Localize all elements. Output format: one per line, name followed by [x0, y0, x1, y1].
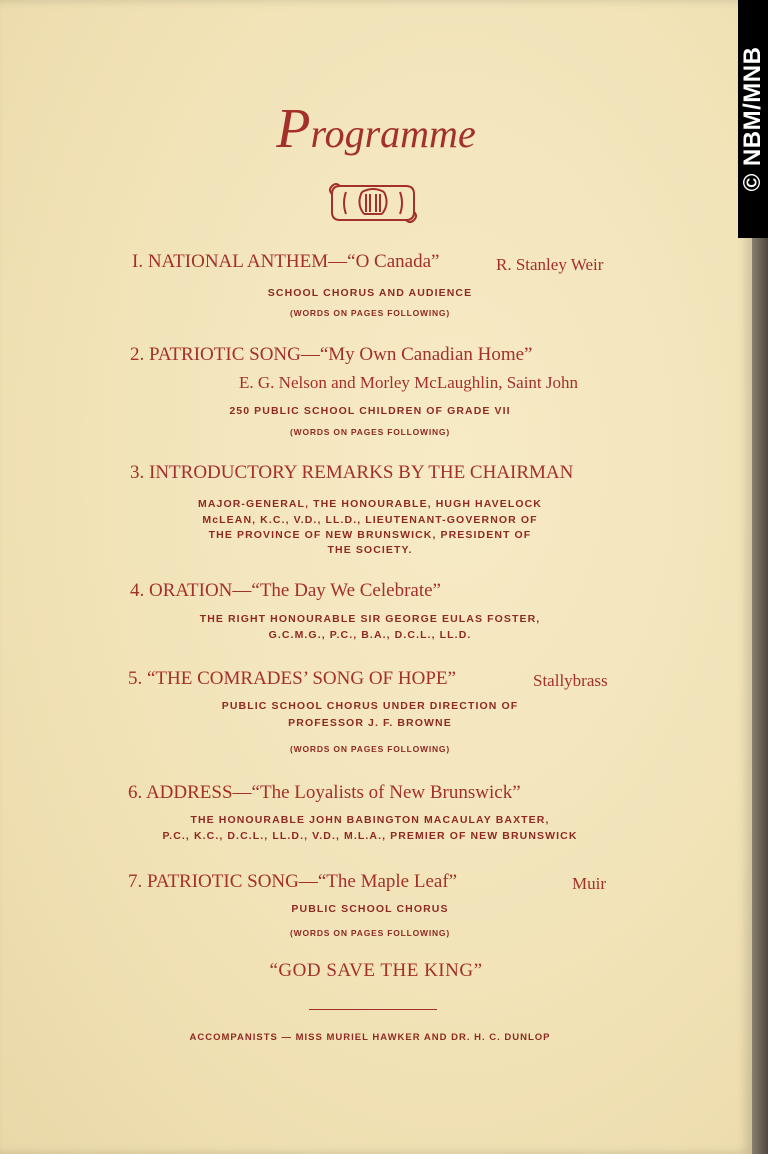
programme-item-7-composer: Muir	[572, 874, 606, 893]
programme-item-7-performer: PUBLIC SCHOOL CHORUS	[291, 903, 449, 915]
watermark-text: © NBM/MNB	[739, 46, 766, 192]
programme-item-3-detail-line-1: MAJOR-GENERAL, THE HONOURABLE, HUGH HAVELOCK	[198, 498, 542, 510]
programme-item-3-detail-line-3: THE PROVINCE OF NEW BRUNSWICK, PRESIDENT OF	[208, 529, 532, 541]
programme-item-3-detail-line-4: THE SOCIETY.	[327, 544, 413, 556]
programme-item-5-composer: Stallybrass	[533, 671, 608, 690]
programme-item-2-note: (WORDS ON PAGES FOLLOWING)	[290, 427, 450, 437]
programme-item-5-heading: 5. “THE COMRADES’ SONG OF HOPE”	[128, 668, 456, 689]
copyright-watermark	[738, 0, 768, 238]
programme-item-3-heading: 3. INTRODUCTORY REMARKS BY THE CHAIRMAN	[130, 462, 574, 483]
closing-anthem: “GOD SAVE THE KING”	[269, 960, 483, 981]
title-rest: rogramme	[310, 111, 476, 156]
title-initial: P	[276, 98, 311, 160]
programme-item-1-heading: I. NATIONAL ANTHEM—“O Canada”	[132, 251, 440, 272]
programme-item-5-note: (WORDS ON PAGES FOLLOWING)	[290, 744, 450, 754]
programme-item-5-detail-line-1: PUBLIC SCHOOL CHORUS UNDER DIRECTION OF	[221, 700, 519, 712]
programme-item-4-detail-line-1: THE RIGHT HONOURABLE SIR GEORGE EULAS FOSTER,	[199, 613, 541, 625]
programme-item-7-note: (WORDS ON PAGES FOLLOWING)	[290, 928, 450, 938]
programme-item-6-heading: 6. ADDRESS—“The Loyalists of New Brunswick”	[128, 782, 521, 803]
divider-rule	[309, 1009, 437, 1010]
page-title	[0, 97, 752, 161]
programme-item-3-detail-line-2: McLEAN, K.C., V.D., LL.D., LIEUTENANT-GOVERNOR OF	[202, 514, 538, 526]
programme-item-5-detail-line-2: PROFESSOR J. F. BROWNE	[288, 717, 452, 729]
programme-item-1-note: (WORDS ON PAGES FOLLOWING)	[290, 308, 450, 318]
programme-item-1-performer: SCHOOL CHORUS AND AUDIENCE	[267, 287, 473, 299]
programme-item-4-heading: 4. ORATION—“The Day We Celebrate”	[130, 580, 441, 601]
programme-item-6-detail-line-2: P.C., K.C., D.C.L., LL.D., V.D., M.L.A., PREMIER OF NEW BRUNSWICK	[162, 830, 578, 842]
lyre-scroll-ornament	[326, 180, 420, 224]
programme-item-6-detail-line-1: THE HONOURABLE JOHN BABINGTON MACAULAY BAXTER,	[190, 814, 550, 826]
programme-item-4-detail-line-2: G.C.M.G., P.C., B.A., D.C.L., LL.D.	[268, 629, 472, 641]
programme-item-7-heading: 7. PATRIOTIC SONG—“The Maple Leaf”	[128, 871, 458, 892]
programme-item-2-performer: 250 PUBLIC SCHOOL CHILDREN OF GRADE VII	[229, 405, 511, 417]
programme-item-2-composer: E. G. Nelson and Morley McLaughlin, Saint John	[239, 373, 579, 392]
accompanists-credit: ACCOMPANISTS — MISS MURIEL HAWKER AND DR. H. C. DUNLOP	[189, 1032, 551, 1043]
programme-item-2-heading: 2. PATRIOTIC SONG—“My Own Canadian Home”	[130, 344, 533, 365]
programme-item-1-composer: R. Stanley Weir	[496, 255, 604, 274]
